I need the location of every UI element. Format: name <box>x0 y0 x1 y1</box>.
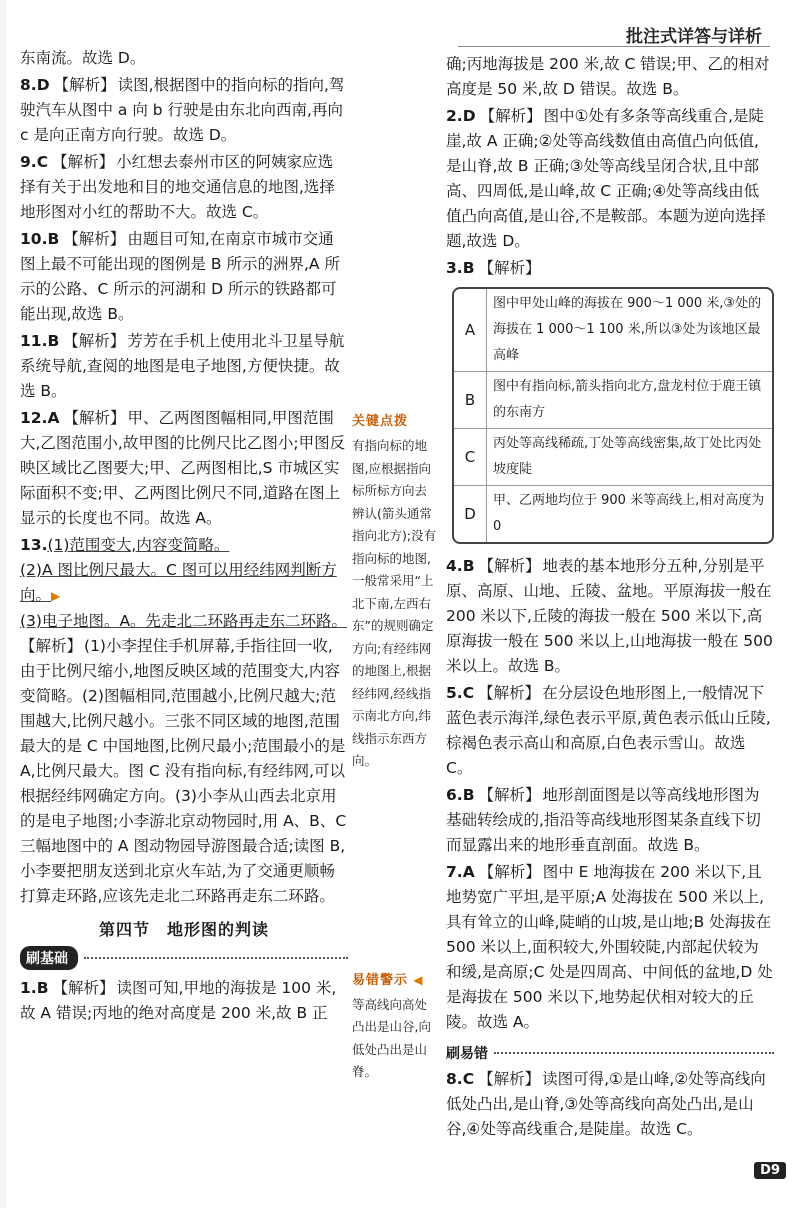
table-row: B 图中有指向标,箭头指向北方,盘龙村位于鹿王镇的东南方 <box>454 372 772 429</box>
tag-divider <box>84 957 348 959</box>
answer-item-6: 6.B 【解析】 地形剖面图是以等高线地形图为基础转绘成的,指沿等高线地形图某条直线下切而显露出来的地形垂直剖面。故选 B。 <box>446 786 761 854</box>
answer-item-8-right: 8.C 【解析】 读图可得,①是山峰,②处等高线向低处凸出,是山脊,③处等高线向高处凸出,是山谷,④处等高线重合,是陡崖。故选 C。 <box>446 1070 766 1138</box>
right-column <box>446 52 774 1144</box>
answer-item-9: 9.C 【解析】 小红想去泰州市区的阿姨家应选择有关于出发地和目的地交通信息的地图,选择地形图对小红的帮助不大。故选 C。 <box>20 153 335 221</box>
answer-continuation: 东南流。故选 D。 <box>20 49 146 67</box>
section-title: 第四节 地形图的判读 <box>98 920 269 939</box>
answer-item-12: 12.A 【解析】 甲、乙两图图幅相同,甲图范围大,乙图范围小,故甲图的比例尺比乙图小;甲图反映区域比乙图要大;甲、乙两图相比,S 市城区实际面积不变;甲、乙两图比例尺不同,道路在图上显示的长度也不同。故选 A。 <box>20 409 346 527</box>
table-row: C 丙处等高线稀疏,丁处等高线密集,故丁处比丙处坡度陡 <box>454 429 772 486</box>
answer-item-1: 1.B 【解析】 读图可知,甲地的海拔是 100 米,故 A 错误;丙地的绝对高度是 200 米,故 B 正 <box>20 979 337 1022</box>
warning-title: 易错警示 ◀ <box>352 972 424 988</box>
arrow-icon: ▶ <box>51 589 61 603</box>
left-column <box>20 46 348 1028</box>
key-tip-title: 关键点拨 <box>352 414 409 429</box>
margin-notes <box>352 410 438 1084</box>
basic-practice-tag <box>20 946 348 970</box>
answer-item-1-cont: 确;丙地海拔是 200 米,故 C 错误;甲、乙的相对高度是 50 米,故 D 错误。故选 B。 <box>446 55 770 98</box>
warning-text: 等高线向高处凸出是山谷,向低处凸出是山脊。 <box>352 996 431 1079</box>
answer-item-7: 7.A 【解析】 图中 E 地海拔在 200 米以下,且地势宽广平坦,是平原;A 处海拔在 500 米以上,具有耸立的山峰,陡峭的山坡,是山地;B 处海拔在 500 米以上,面积较大,外围较陡,内部起伏较为和缓,是高原;C 处是四周高、中间低的盆地,D 处是海拔在 500 米以下,地势起伏相对较大的丘陵。故选 A。 <box>446 863 773 1031</box>
key-tip-text: 有指向标的地图,应根据指向标所标方向去辨认(箭头通常指向北方);没有指向标的地图,一般常采用“上北下南,左西右东”的规则确定方向;有经纬网的地图上,根据经纬网,经线指示南北方向,纬线指示东西方向。 <box>352 438 437 768</box>
option-analysis-table <box>452 287 774 544</box>
page-header-title: 批注式详答与详析 <box>626 27 762 47</box>
page-spine <box>0 0 6 1208</box>
tag-divider <box>494 1052 774 1054</box>
page-number: D9 <box>754 1162 786 1179</box>
answer-item-8: 8.D 【解析】 读图,根据图中的指向标的指向,驾驶汽车从图中 a 向 b 行驶是由东北向西南,再向 c 是向正南方向行驶。故选 D。 <box>20 76 345 144</box>
error-prone-tag <box>446 1043 774 1063</box>
answer-item-10: 10.B 【解析】 由题目可知,在南京市城市交通图上最不可能出现的图例是 B 所示的洲界,A 所示的公路、C 所示的河湖和 D 所示的铁路都可能出现,故选 B。 <box>20 230 340 323</box>
answer-item-13: 13.(1)范围变大,内容变简略。 (2)A 图比例尺最大。C 图可以用经纬网判断方向。▶ (3)电子地图。A。先走北二环路再走东二环路。 【解析】 (1)小李捏住手机屏幕,手指往回一收,由于比例尺缩小,地图反映区域的范围变大,内容变简略。(2)图幅相同,范围越小,比例尺越大;范围越大,比例尺越小。三张不同区域的地图,范围最大的是 C 中国地图,比例尺最小;范围最小的是 A,比例尺最大。图 C 没有指向标,有经纬网,可以根据经纬网确定方向。(3)小李从山西去北京用的是电子地图;小李游北京动物园时,用 A、B、C 三幅地图中的 A 图动物园导游图最合适;读图 B,小李要把朋友送到北京火车站,为了交通更顺畅打算走环路,应该先走北二环路再走东二环路。 <box>20 533 348 909</box>
arrow-left-icon: ◀ <box>408 972 424 987</box>
answer-item-4: 4.B 【解析】 地表的基本地形分五种,分别是平原、高原、山地、丘陵、盆地。平原海拔一般在 200 米以下,丘陵的海拔一般在 500 米以下,高原海拔一般在 500 米以上,山地海拔一般在 500 米以上。故选 B。 <box>446 557 773 675</box>
q13-sub2: (2)A 图比例尺最大。C 图可以用经纬网判断方向。 <box>20 561 337 604</box>
answer-item-5: 5.C 【解析】 在分层设色地形图上,一般情况下蓝色表示海洋,绿色表示平原,黄色表示低山丘陵,棕褐色表示高山和高原,白色表示雪山。故选 C。 <box>446 684 771 777</box>
q13-sub1: (1)范围变大,内容变简略。 <box>47 536 230 554</box>
basic-practice-label: 刷基础 <box>20 946 78 970</box>
error-prone-label: 刷易错 <box>446 1046 488 1062</box>
q13-explanation: 【解析】 (1)小李捏住手机屏幕,手指往回一收,由于比例尺缩小,地图反映区域的范围变大,内容变简略。(2)图幅相同,范围越小,比例尺越大;范围越大,比例尺越小。三张不同区域的地图,范围最大的是 C 中国地图,比例尺最小;范围最小的是 A,比例尺最大。图 C 没有指向标,有经纬网,可以根据经纬网确定方向。(3)小李从山西去北京用的是电子地图;小李游北京动物园时,用 A、B、C 三幅地图中的 A 图动物园导游图最合适;读图 B,小李要把朋友送到北京火车站,为了交通更顺畅打算走环路,应该先走北二环路再走东二环路。 <box>20 637 347 905</box>
q13-sub3: (3)电子地图。A。先走北二环路再走东二环路。 <box>20 612 348 630</box>
answer-item-2: 2.D 【解析】 图中①处有多条等高线重合,是陡崖,故 A 正确;②处等高线数值由高值凸向低值,是山脊,故 B 正确;③处等高线呈闭合状,且中部高、四周低,是山峰,故 C 正确;④处等高线由低值凸向高值,是山谷,不是鞍部。本题为逆向选择题,故选 D。 <box>446 107 766 250</box>
table-row: A 图中甲处山峰的海拔在 900～1 000 米,③处的海拔在 1 000～1 100 米,所以③处为该地区最高峰 <box>454 289 772 372</box>
header-rule <box>458 46 770 47</box>
answer-item-3: 3.B 【解析】 <box>446 259 541 277</box>
table-row: D 甲、乙两地均位于 900 米等高线上,相对高度为 0 <box>454 486 772 542</box>
answer-item-11: 11.B 【解析】 芳芳在手机上使用北斗卫星导航系统导航,查阅的地图是电子地图,方便快捷。故选 B。 <box>20 332 345 400</box>
